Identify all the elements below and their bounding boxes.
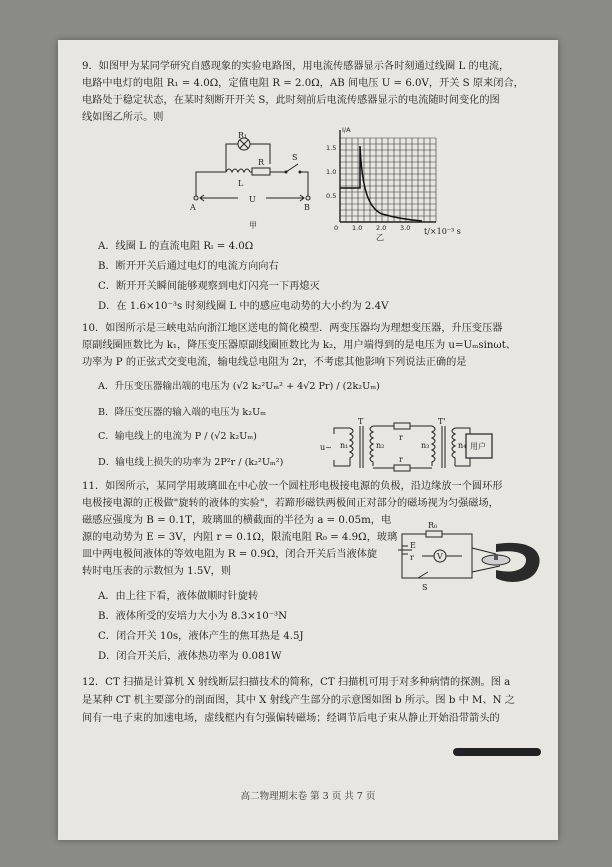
- q11-line-3: 磁感应强度为 B = 0.1T，玻璃皿的横截面的半径为 a = 0.05m，电: [82, 515, 392, 526]
- label-U: U: [249, 195, 256, 204]
- q9-option-c[interactable]: C．断开开关瞬间能够观察到电灯闪亮一下再熄灭: [98, 281, 320, 292]
- label-S: S: [292, 153, 298, 162]
- q9-line-3: 电路处于稳定状态，在某时刻断开开关 S，此时刻前后电流传感器显示的电流随时间变化的图: [82, 95, 500, 106]
- q10-option-b[interactable]: B．降压变压器的输入端的电压为 k₂Uₘ: [98, 407, 267, 418]
- switch-s-icon: [418, 572, 428, 578]
- q11-option-a[interactable]: A．由上往下看，液体做顺时针旋转: [98, 591, 259, 602]
- transformer-t2-secondary-icon: [452, 428, 455, 466]
- xtick-1: 1.0: [352, 224, 363, 232]
- label-A: A: [190, 203, 196, 212]
- graph-xlabel: t/×10⁻³ s: [424, 227, 461, 236]
- switch-icon: [286, 164, 298, 172]
- q10-line-1: 10．如图所示是三峡电站向浙江地区送电的简化模型．两变压器均为理想变压器，升压变压器: [82, 323, 503, 334]
- ytick-3: 0.5: [326, 192, 337, 200]
- page-footer: 高二物理期末卷 第 3 页 共 7 页: [240, 791, 376, 802]
- limiting-resistor-icon: [426, 531, 442, 537]
- label-R0: R₀: [428, 521, 438, 530]
- q9-option-b[interactable]: B．断开开关后通过电灯的电流方向向右: [98, 261, 279, 272]
- label-T: T: [358, 417, 364, 426]
- q12-line-2: 是某种 CT 机主要部分的剖面图，其中 X 射线产生部分的示意图如图 b 所示。图 b 中 M、N 之: [82, 695, 515, 706]
- xtick-3: 3.0: [400, 224, 411, 232]
- q12-line-3: 间有一电子束的加速电场，虚线框内有匀强偏转磁场；经调节后电子束从静止开始沿带箭头的: [82, 713, 500, 724]
- fig-label-jia: 甲: [249, 221, 257, 230]
- q9-line-1: 9．如图甲为某同学研究自感现象的实验电路图，用电流传感器显示各时刻通过线圈 L 的电流，: [82, 61, 510, 72]
- graph-ylabel: I/A: [342, 126, 351, 134]
- q10-line-3: 功率为 P 的正弦式交变电流，输电线总电阻为 2r，不考虑其他影响下列说法正确的是: [82, 357, 467, 368]
- xtick-2: 2.0: [376, 224, 387, 232]
- label-user: 用户: [470, 442, 486, 451]
- label-n2: n₂: [376, 441, 385, 450]
- q11-option-b[interactable]: B．液体所受的安培力大小为 8.3×10⁻³N: [98, 611, 288, 622]
- q10-line-2: 原副线圈匝数比为 k₁，降压变压器原副线圈匝数比为 k₂，用户端得到的是电压为 u=Uₘsinωt、: [82, 340, 516, 351]
- line-resistor-bottom-icon: [394, 465, 410, 471]
- label-n1: n₁: [340, 441, 349, 450]
- fig-label-yi: 乙: [376, 233, 384, 242]
- transformer-t-secondary-icon: [370, 426, 373, 466]
- label-n4: n₄: [458, 441, 467, 450]
- label-n3: n₃: [421, 441, 430, 450]
- q10-option-a[interactable]: A．升压变压器输出端的电压为 (√2 k₂²Uₘ² + 4√2 Pr) / (2k₂Uₘ): [98, 381, 380, 392]
- transformer-t-primary-icon: [350, 428, 353, 466]
- q11-option-d[interactable]: D．闭合开关后，液体热功率为 0.081W: [98, 651, 282, 662]
- q11-line-1: 11．如图所示，某同学用玻璃皿在中心放一个圆柱形电极接电源的负极，沿边缘放一个圆环形: [82, 481, 503, 492]
- label-S-switch: S: [422, 583, 428, 592]
- q11-option-c[interactable]: C．闭合开关 10s，液体产生的焦耳热是 4.5J: [98, 631, 304, 642]
- q9-option-d[interactable]: D．在 1.6×10⁻³s 时刻线圈 L 中的感应电动势的大小约为 2.4V: [98, 301, 389, 312]
- q9-current-time-graph: [326, 126, 461, 242]
- label-V: V: [437, 552, 443, 561]
- q9-line-4: 线如图乙所示。则: [82, 112, 164, 123]
- q11-line-5: 皿中两电极间液体的等效电阻为 R = 0.9Ω，闭合开关后当液体旋: [82, 549, 378, 560]
- q11-rotating-liquid-figure: [396, 521, 546, 598]
- line-resistor-top-icon: [394, 423, 410, 429]
- label-B: B: [304, 203, 310, 212]
- q12-line-1: 12．CT 扫描是计算机 X 射线断层扫描技术的简称，CT 扫描机可用于对多种病情的探测。图 a: [82, 677, 511, 688]
- q10-option-d[interactable]: D．输电线上损失的功率为 2P²r / (k₂²Uₘ²): [98, 457, 284, 468]
- label-E: E: [410, 541, 416, 550]
- q10-transmission-figure: [320, 418, 500, 478]
- q9-line-2: 电路中电灯的电阻 R₁ = 4.0Ω，定值电阻 R = 2.0Ω，AB 间电压 U = 6.0V，开关 S 原来闭合，: [82, 78, 524, 89]
- q10-option-c[interactable]: C．输电线上的电流为 P / (√2 k₂Uₘ): [98, 431, 257, 442]
- q11-line-2: 电极接电源的正极做"旋转的液体的实验"，若蹄形磁铁两极间正对部分的磁场视为匀强磁场，: [82, 498, 499, 509]
- inductor-coil-icon: [226, 169, 250, 172]
- xtick-0: 0: [334, 224, 339, 232]
- label-u-source: u~: [320, 443, 332, 452]
- transformer-t2-primary-icon: [432, 426, 435, 466]
- label-r-top: r: [399, 433, 403, 442]
- q9-circuit-figure: [186, 130, 326, 230]
- redaction-mark: [453, 748, 541, 756]
- exam-page: [58, 40, 558, 840]
- label-r-bottom: r: [399, 455, 403, 464]
- q11-line-4: 源的电动势为 E = 3V，内阻 r = 0.1Ω，限流电阻 R₀ = 4.9Ω，玻璃: [82, 532, 398, 543]
- label-R1: R₁: [238, 131, 248, 140]
- ytick-2: 1.0: [326, 168, 337, 176]
- label-L: L: [238, 179, 244, 188]
- label-T-prime: T': [438, 417, 446, 426]
- ytick-1: 1.5: [326, 144, 337, 152]
- label-R: R: [258, 158, 265, 167]
- label-r-internal: r: [410, 553, 414, 562]
- q11-line-6: 转时电压表的示数恒为 1.5V，则: [82, 566, 232, 577]
- resistor-icon: [252, 168, 270, 175]
- q9-option-a[interactable]: A．线圈 L 的直流电阻 Rₗ = 4.0Ω: [98, 241, 254, 252]
